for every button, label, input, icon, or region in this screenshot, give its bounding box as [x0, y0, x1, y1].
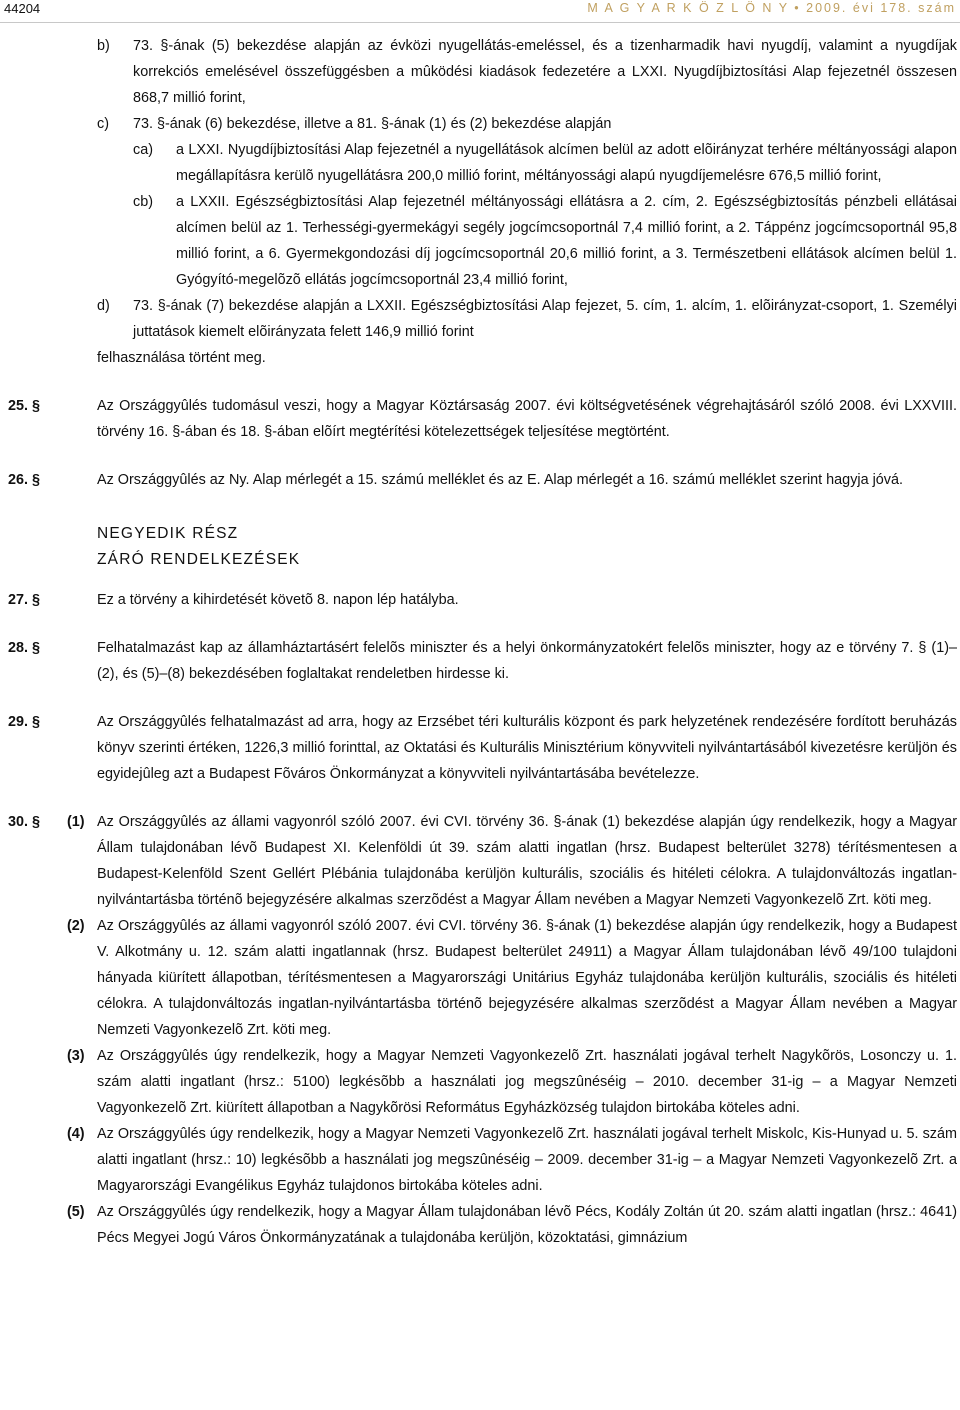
item-b [0, 33, 960, 111]
section-label: 26. § [8, 472, 41, 488]
section-text: Az Országgyûlés felhatalmazást ad arra, hogy az Erzsébet téri kulturális központ és park helyzetének rendezésére fordított beruházás könyv szerinti értéken, 1226,3 millió forinttal, az Oktatási és Kulturális Minisztérium könyvviteli nyilvántartásából kivezetésre kerüljön és egyidejûleg azt a Budapest Fõváros Önkormányzat a könyvviteli nyilvántartásába bevételezze. [97, 714, 957, 782]
section-29 [0, 709, 960, 787]
item-text: a LXXI. Nyugdíjbiztosítási Alap fejezetnél a nyugellátások alcímen belül az adott elõirányzat terhére méltányossági alapon megállapításra kerülõ nyugellátásra 200,0 millió forint, méltányossági alapú nyugdíjemelésre 676,5 millió forint, [176, 142, 957, 184]
paragraph-3 [0, 1043, 960, 1121]
section-label: 25. § [8, 398, 41, 414]
part-subtitle: ZÁRÓ RENDELKEZÉSEK [97, 551, 301, 568]
page-number: 44204 [4, 1, 41, 16]
section-label: 29. § [8, 714, 41, 730]
paragraph-text: Az Országgyûlés úgy rendelkezik, hogy a Magyar Nemzeti Vagyonkezelõ Zrt. használati jogával terhelt Nagykõrös, Losonczy u. 1. szám alatti ingatlant (hrsz.: 5100) legkésõbb a használati jog megszûnéséig – 2010. december 31-ig – a Magyar Nemzeti Vagyonkezelõ Zrt. kiürített állapotban a Nagykõrösi Református Egyházközség tulajdon birtokába köteles adni. [97, 1048, 957, 1116]
paragraph-label: (1) [67, 814, 85, 830]
section-25 [0, 393, 960, 445]
paragraph-4 [0, 1121, 960, 1199]
section-text: Az Országgyûlés az Ny. Alap mérlegét a 15. számú melléklet és az E. Alap mérlegét a 16. számú melléklet szerint hagyja jóvá. [97, 472, 903, 488]
item-d [0, 293, 960, 345]
page-header [0, 0, 960, 24]
paragraph-5 [0, 1199, 960, 1251]
closing-line: felhasználása történt meg. [97, 350, 266, 366]
item-text: 73. §-ának (5) bekezdése alapján az évközi nyugellátás-emeléssel, és a tizenharmadik havi nyugdíj, valamint a nyugdíjak korrekciós emelésével összefüggésben a mûködési kiadások fedezetére a LXXI. Nyugdíjbiztosítási Alap fejezetnél összesen 868,7 millió forint, [133, 38, 957, 106]
section-26 [0, 467, 960, 493]
paragraph-text: Az Országgyûlés az állami vagyonról szóló 2007. évi CVI. törvény 36. §-ának (1) bekezdése alapján úgy rendelkezik, hogy a Budapest V. Alkotmány u. 12. szám alatti ingatlannak (hrsz. Budapest belterület 24911) a Magyar Állam tulajdonában lévõ 49/100 tulajdoni hányada kiürített állapotban, térítésmentesen a Magyarországi Unitárius Egyház tulajdonába kerüljön kulturális, szociális és hitéleti célokra. A tulajdonváltozás ingatlan-nyilvántartásba történõ bejegyzésére alkalmas szerzõdést a Magyar Állam nevében a Magyar Nemzeti Vagyonkezelõ Zrt. köti meg. [97, 918, 957, 1038]
section-text: Ez a törvény a kihirdetését követõ 8. napon lép hatályba. [97, 592, 459, 608]
section-28 [0, 635, 960, 687]
paragraph-text: Az Országgyûlés úgy rendelkezik, hogy a Magyar Nemzeti Vagyonkezelõ Zrt. használati jogával terhelt Miskolc, Kis-Hunyad u. 5. szám alatti ingatlant (hrsz.: 10) legkésõbb a használati jog megszûnéséig – 2009. december 31-ig – a Magyar Nemzeti Vagyonkezelõ Zrt. a Magyarországi Evangélikus Egyház tulajdonos birtokába köteles adni. [97, 1126, 957, 1194]
item-cb [0, 189, 960, 293]
item-ca [0, 137, 960, 189]
item-text: a LXXII. Egészségbiztosítási Alap fejezetnél méltányossági ellátásra a 2. cím, 2. Egészségbiztosítás pénzbeli ellátásai alcímen belül az 1. Terhességi-gyermekágyi segély jogcímcsoportnál 7,4 millió forint, a 2. Táppénz jogcímcsoportnál 95,8 millió forint, a 6. Gyermekgondozási díj jogcímcsoportnál 20,6 millió forint, a 3. Természetbeni ellátások alcímen belül 1. Gyógyító-megelõzõ ellátás jogcímcsoportnál 23,4 millió forint, [176, 194, 957, 288]
item-label: ca) [133, 142, 153, 158]
section-27 [0, 587, 960, 613]
paragraph-text: Az Országgyûlés az állami vagyonról szóló 2007. évi CVI. törvény 36. §-ának (1) bekezdése alapján úgy rendelkezik, hogy a Magyar Állam tulajdonában lévõ Budapest XI. Kelenföldi út 39. szám alatti ingatlan (hrsz. Budapest belterület 3278) térítésmentesen a Budapest-Kelenföld Szent Gellért Plébánia tulajdonába kerüljön kulturális, szociális és hitéleti célokra. A tulajdonváltozás ingatlan-nyilvántartásba történõ bejegyzésére alkalmas szerzõdést a Magyar Állam nevében a Magyar Nemzeti Vagyonkezelõ Zrt. köti meg. [97, 814, 957, 908]
item-c [0, 111, 960, 137]
paragraph-1 [0, 809, 960, 913]
section-30 [0, 809, 960, 1251]
paragraph-2 [0, 913, 960, 1043]
paragraph-label: (2) [67, 918, 85, 934]
paragraph-label: (3) [67, 1048, 85, 1064]
document-body [0, 33, 960, 1251]
item-text: 73. §-ának (6) bekezdése, illetve a 81. §-ának (1) és (2) bekezdése alapján [133, 116, 612, 132]
item-label: cb) [133, 194, 153, 210]
section-text: Az Országgyûlés tudomásul veszi, hogy a Magyar Köztársaság 2007. évi költségvetésének végrehajtásáról szóló 2008. évi LXXVIII. törvény 16. §-ában és 18. §-ában elõírt megtérítési kötelezettségek teljesítése megtörtént. [97, 398, 957, 440]
item-label: c) [97, 116, 109, 132]
item-text: 73. §-ának (7) bekezdése alapján a LXXII. Egészségbiztosítási Alap fejezet, 5. cím, 1. alcím, 1. elõirányzat-csoport, 1. Személyi juttatások kiemelt elõirányzata felett 146,9 millió forint [133, 298, 957, 340]
section-label: 30. § [8, 814, 41, 830]
section-label: 28. § [8, 640, 41, 656]
running-title: M A G Y A R K Ö Z L Ö N Y • 2009. évi 178. szám [587, 1, 956, 15]
item-label: b) [97, 38, 110, 54]
header-rule [0, 22, 960, 23]
item-label: d) [97, 298, 110, 314]
paragraph-label: (4) [67, 1126, 85, 1142]
section-text: Felhatalmazást kap az államháztartásért felelõs miniszter és a helyi önkormányzatokért felelõs miniszter, hogy az e törvény 7. § (1)–(2), és (5)–(8) bekezdésében foglaltakat rendeletben hirdesse ki. [97, 640, 957, 682]
paragraph-text: Az Országgyûlés úgy rendelkezik, hogy a Magyar Állam tulajdonában lévõ Pécs, Kodály Zoltán út 20. szám alatti ingatlan (hrsz.: 4641) Pécs Megyei Jogú Város Önkormányzatának a tulajdonába kerüljön, közoktatási, gimnázium [97, 1204, 957, 1246]
paragraph-label: (5) [67, 1204, 85, 1220]
part-title: NEGYEDIK RÉSZ [97, 525, 239, 542]
section-label: 27. § [8, 592, 41, 608]
